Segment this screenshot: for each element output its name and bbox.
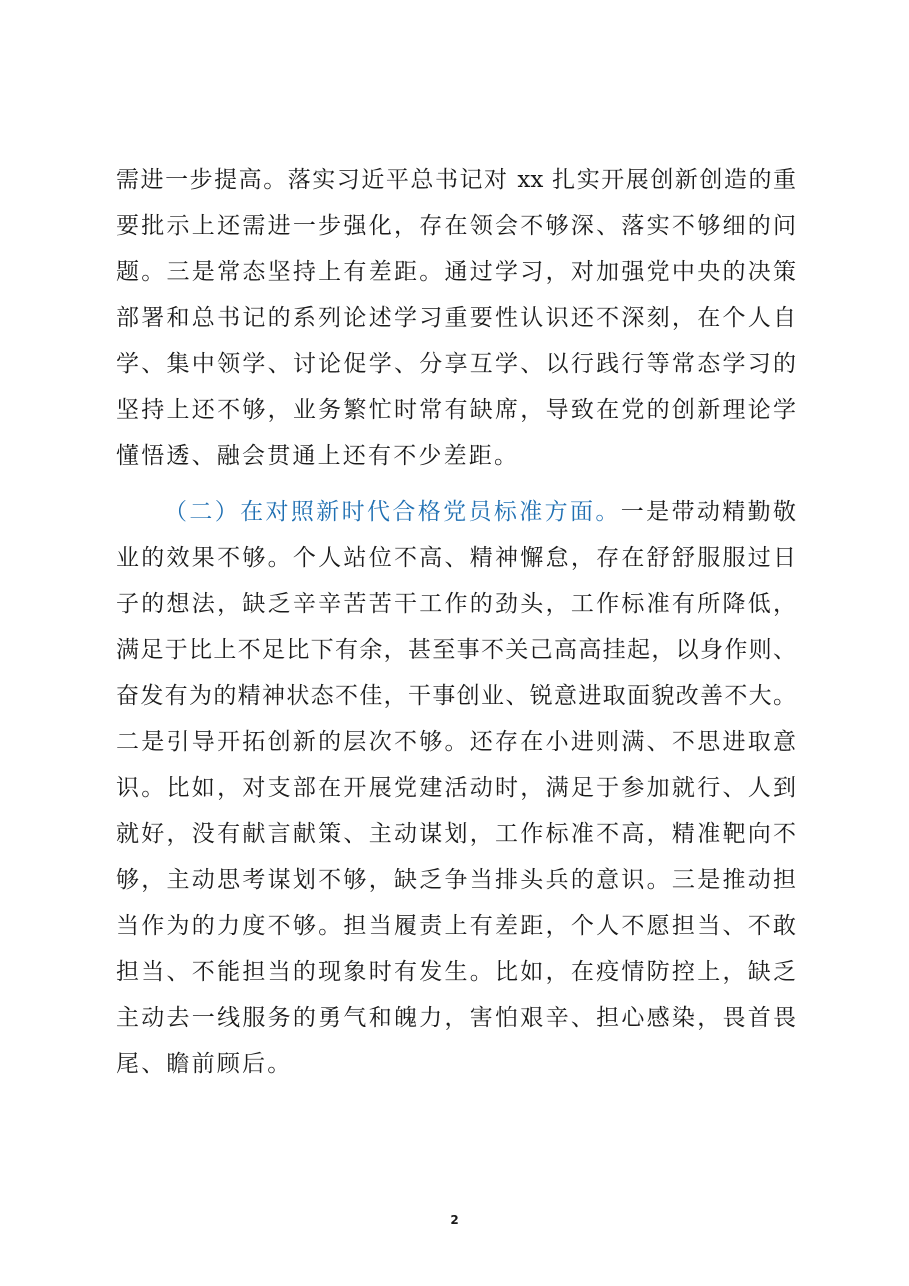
text-line: 尾、瞻前顾后。 bbox=[116, 1051, 293, 1077]
text-line: 担当、不能担当的现象时有发生。比如，在疫情防控上，缺乏 bbox=[116, 959, 796, 985]
text-line: 学、集中领学、讨论促学、分享互学、以行践行等常态学习的 bbox=[116, 351, 796, 377]
text-line: 就好，没有献言献策、主动谋划，工作标准不高，精准靶向不 bbox=[116, 821, 796, 847]
section-heading: （二）在对照新时代合格党员标准方面。 bbox=[164, 499, 621, 525]
text-line: 坚持上还不够，业务繁忙时常有缺席，导致在党的创新理论学 bbox=[116, 397, 796, 423]
text-line: 二是引导开拓创新的层次不够。还存在小进则满、不思进取意 bbox=[116, 729, 796, 755]
text-line: 要批示上还需进一步强化，存在领会不够深、落实不够细的问 bbox=[116, 213, 796, 239]
section-heading-line bbox=[164, 492, 796, 532]
text-line: 够，主动思考谋划不够，缺乏争当排头兵的意识。三是推动担 bbox=[116, 867, 796, 893]
text-line: 满足于比上不足比下有余，甚至事不关己高高挂起，以身作则、 bbox=[116, 637, 796, 663]
text-line: 需进一步提高。落实习近平总书记对 xx 扎实开展创新创造的重 bbox=[116, 167, 796, 193]
text-line: 懂悟透、融会贯通上还有不少差距。 bbox=[116, 443, 520, 469]
text-line: 题。三是常态坚持上有差距。通过学习，对加强党中央的决策 bbox=[116, 259, 796, 285]
page-number: 2 bbox=[450, 1213, 459, 1227]
text-line: 当作为的力度不够。担当履责上有差距，个人不愿担当、不敢 bbox=[116, 913, 796, 939]
text-line: 子的想法，缺乏辛辛苦苦干工作的劲头，工作标准有所降低， bbox=[116, 591, 796, 617]
text-line: 业的效果不够。个人站位不高、精神懈怠，存在舒舒服服过日 bbox=[116, 545, 796, 571]
text-line: 识。比如，对支部在开展党建活动时，满足于参加就行、人到 bbox=[116, 775, 796, 801]
text-line: 奋发有为的精神状态不佳，干事创业、锐意进取面貌改善不大。 bbox=[116, 683, 796, 709]
text-line: 部署和总书记的系列论述学习重要性认识还不深刻，在个人自 bbox=[116, 305, 796, 331]
text-span: 一是带动精勤敬 bbox=[620, 499, 796, 525]
text-line: 主动去一线服务的勇气和魄力，害怕艰辛、担心感染，畏首畏 bbox=[116, 1005, 796, 1031]
